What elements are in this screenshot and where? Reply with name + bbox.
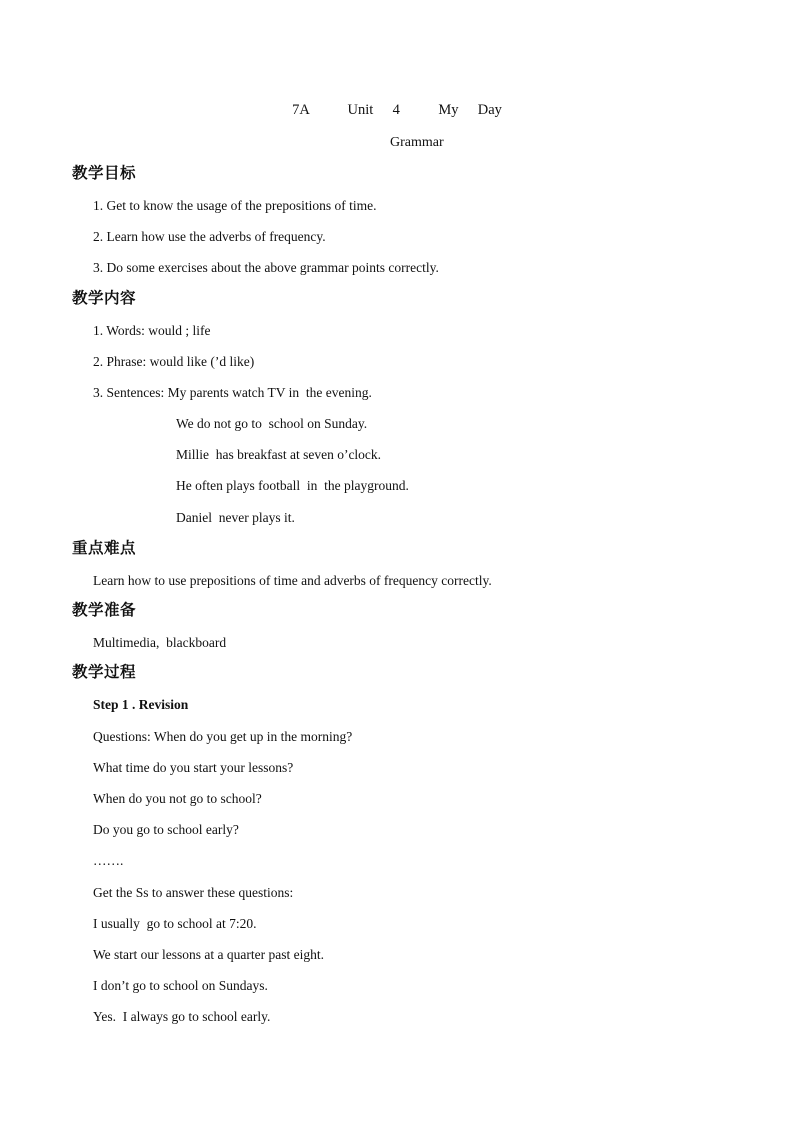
heading-preparation: 教学准备 (72, 601, 137, 619)
document-subtitle: Grammar (390, 135, 444, 150)
step1-title: Step 1 . Revision (93, 697, 189, 712)
heading-objectives: 教学目标 (72, 164, 137, 182)
objective-item: 3. Do some exercises about the above grammar points correctly. (93, 260, 439, 275)
process-line: I don’t go to school on Sundays. (93, 978, 268, 993)
content-sentence: We do not go to school on Sunday. (176, 416, 368, 431)
content-phrase: 2. Phrase: would like (’d like) (93, 354, 255, 369)
process-line: Questions: When do you get up in the morning? (93, 729, 353, 744)
heading-process: 教学过程 (72, 663, 137, 681)
content-sentence: He often plays football in the playground. (176, 478, 409, 493)
process-line: ……. (93, 853, 124, 868)
content-sentence: Daniel never plays it. (176, 510, 295, 525)
process-line: What time do you start your lessons? (93, 760, 294, 775)
heading-key-points: 重点难点 (72, 539, 137, 557)
preparation-text: Multimedia, blackboard (93, 635, 227, 650)
heading-content: 教学内容 (72, 289, 137, 307)
objective-item: 2. Learn how use the adverbs of frequency. (93, 229, 326, 244)
process-line: I usually go to school at 7:20. (93, 916, 257, 931)
key-points-text: Learn how to use prepositions of time and adverbs of frequency correctly. (93, 573, 492, 588)
content-sentence: Millie has breakfast at seven o’clock. (176, 447, 382, 462)
process-line: We start our lessons at a quarter past eight. (93, 947, 324, 962)
document-title: 7A Unit 4 My Day (292, 102, 502, 118)
process-line: Do you go to school early? (93, 822, 239, 837)
content-words: 1. Words: would ; life (93, 323, 211, 338)
process-line: When do you not go to school? (93, 791, 262, 806)
content-sentences-label: 3. Sentences: My parents watch TV in the evening. (93, 385, 372, 400)
process-line: Get the Ss to answer these questions: (93, 885, 294, 900)
objective-item: 1. Get to know the usage of the prepositions of time. (93, 198, 377, 213)
process-line: Yes. I always go to school early. (93, 1009, 271, 1024)
